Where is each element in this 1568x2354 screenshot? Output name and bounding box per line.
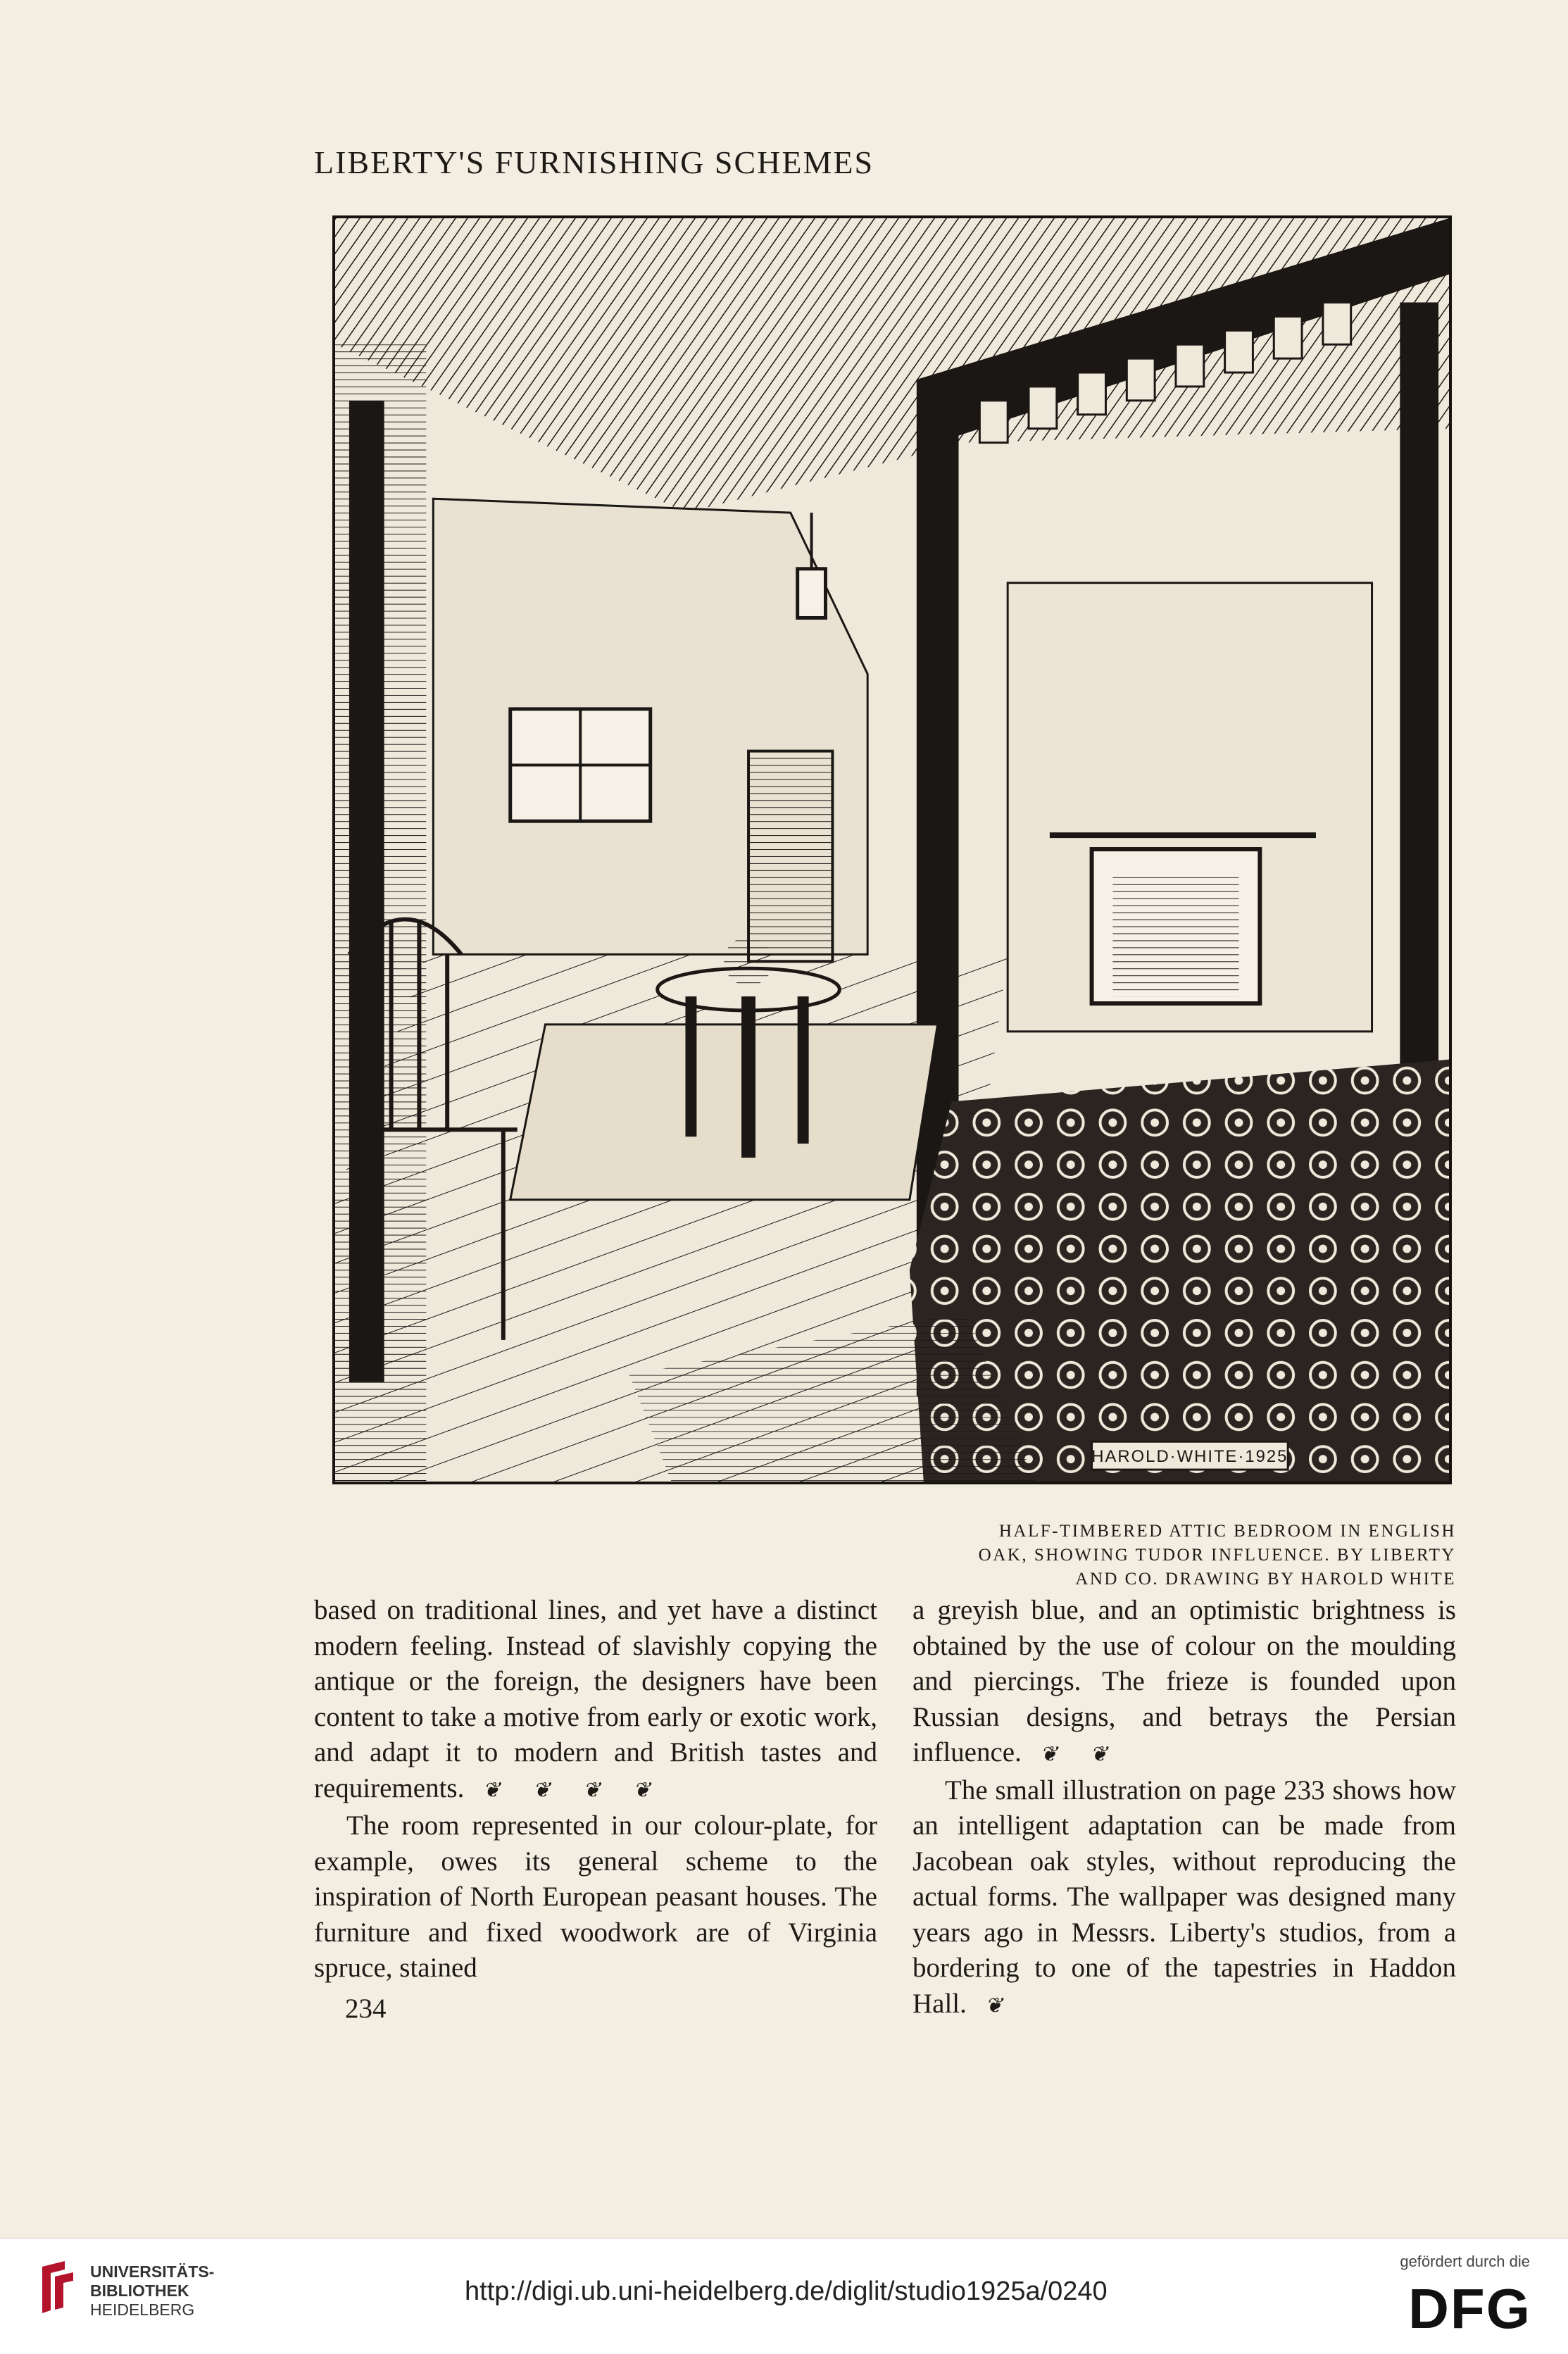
caption-line: HALF-TIMBERED ATTIC BEDROOM IN ENGLISH	[998, 1522, 1456, 1541]
door	[748, 751, 832, 962]
right-paragraph-1: a greyish blue, and an optimistic brightness is obtained by the use of colour on the moulding and piercings. The frieze is founded upon Russian designs, and betrays the Persian influence. ❦❦	[912, 1595, 1456, 1767]
right-column	[912, 1593, 1456, 2024]
caption-line: OAK, SHOWING TUDOR INFLUENCE. BY LIBERTY	[978, 1546, 1456, 1565]
left-paragraph-1: based on traditional lines, and yet have a distinct modern feeling. Instead of slavishly copying the antique or the foreign, the designers have been content to take a motive from early or exotic work, and adapt it to modern and British tastes and requirements. ❦❦❦❦	[314, 1595, 877, 1803]
page-number: 234	[345, 1993, 387, 2024]
leaf-ornament: ❦	[984, 1993, 1036, 2017]
left-paragraph-2: The room represented in our colour-plate, for example, owes its general scheme to the inspiration of North European peasant houses. The furniture and fixed woodwork are of Virginia spruce, stained	[314, 1810, 877, 1983]
dfg-logo: DFG	[1408, 2277, 1531, 2340]
caption-line: AND CO. DRAWING BY HAROLD WHITE	[1075, 1570, 1456, 1589]
bedroom-drawing	[335, 218, 1449, 1482]
artist-signature: HAROLD·WHITE·1925	[1091, 1447, 1288, 1467]
leaf-ornament: ❦❦❦❦	[482, 1778, 683, 1802]
institution-name: UNIVERSITÄTS- BIBLIOTHEK HEIDELBERG	[90, 2262, 215, 2319]
funding-note: gefördert durch die	[1400, 2253, 1530, 2270]
leaf-ornament: ❦❦	[1039, 1743, 1141, 1766]
bedroom-illustration	[332, 215, 1452, 1484]
left-column	[314, 1593, 877, 1986]
right-paragraph-2: The small illustration on page 233 shows how an intelligent adaptation can be made from Jacobean oak styles, without reproducing the actual forms. The wallpaper was designed many years ago in Messrs. Liberty's studios, from a bordering to one of the tapestries in Haddon Hall. ❦	[912, 1774, 1456, 2019]
figure-caption	[915, 1520, 1456, 1591]
rug	[510, 1025, 938, 1200]
digitization-footer	[0, 2238, 1568, 2354]
university-library-logo-icon	[37, 2260, 79, 2317]
hanging-lantern	[798, 569, 826, 618]
permalink-url[interactable]: http://digi.ub.uni-heidelberg.de/diglit/studio1925a/0240	[465, 2277, 1108, 2306]
running-head: LIBERTY'S FURNISHING SCHEMES	[314, 144, 874, 180]
